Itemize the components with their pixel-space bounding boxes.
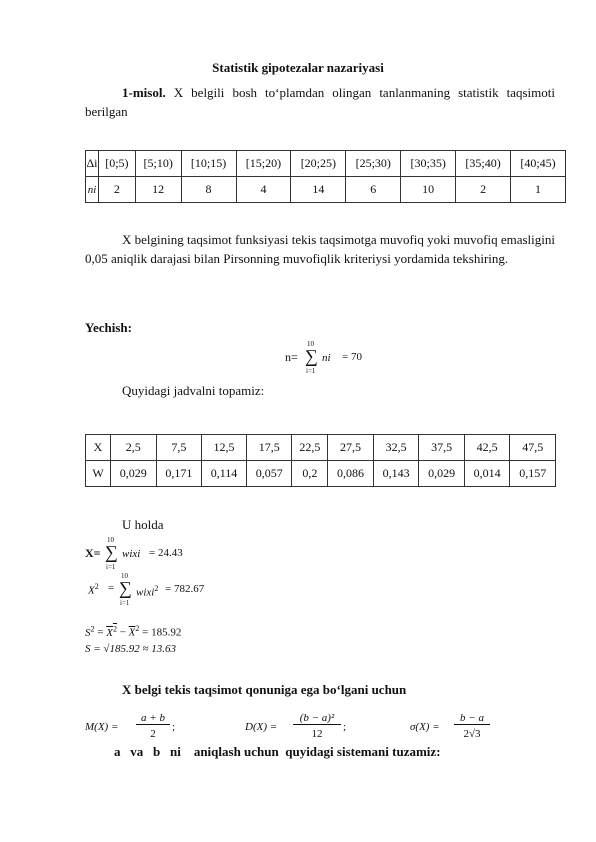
table-cell: 14 <box>291 177 346 203</box>
table-cell: 0,143 <box>373 461 419 487</box>
mean-formula-rhs: = 24.43 <box>149 547 183 559</box>
table-cell: [25;30) <box>346 151 401 177</box>
variance-uniform-lhs: D(X) = <box>245 721 278 733</box>
table-cell: 17,5 <box>246 435 292 461</box>
table-cell: 4 <box>236 177 291 203</box>
intro-text: X belgili bosh to‘plamdan olingan tanlanmaning statistik taqsimoti berilgan <box>85 85 555 119</box>
table-cell: [30;35) <box>401 151 456 177</box>
table-cell: 1 <box>511 177 566 203</box>
task-paragraph <box>85 230 555 268</box>
table-cell: 7,5 <box>156 435 202 461</box>
table-cell: 32,5 <box>373 435 419 461</box>
mean-uniform-tail: ; <box>172 721 176 733</box>
table-row <box>86 151 566 177</box>
mean-formula-term: wixi <box>122 548 141 560</box>
square-formula-lhs: X <box>88 584 95 597</box>
table-cell: 42,5 <box>464 435 510 461</box>
row-header: Δi <box>86 151 99 177</box>
sigma-uniform-den: 2√3 <box>463 728 481 740</box>
n-formula-rhs: = 70 <box>342 351 362 363</box>
variance-uniform-formula <box>245 710 385 746</box>
sigma-icon: ∑ <box>105 542 118 562</box>
table-cell: 0,171 <box>156 461 202 487</box>
solution-label: Yechish: <box>85 320 132 335</box>
table-cell: 0,2 <box>292 461 328 487</box>
table-cell: 12 <box>135 177 181 203</box>
table-cell: 0,086 <box>328 461 374 487</box>
row-header: ni <box>86 177 99 203</box>
table-cell: [0;5) <box>99 151 136 177</box>
row-header: X <box>86 435 111 461</box>
table-cell: [35;40) <box>456 151 511 177</box>
table-cell: 27,5 <box>328 435 374 461</box>
mean-uniform-den: 2 <box>150 728 156 740</box>
table-cell: [20;25) <box>291 151 346 177</box>
table-cell: 8 <box>181 177 236 203</box>
page-title: Statistik gipotezalar nazariyasi <box>212 60 384 75</box>
variance-uniform-tail: ; <box>343 721 347 733</box>
n-formula <box>285 338 405 374</box>
table-cell: [5;10) <box>135 151 181 177</box>
square-formula-upper: 10 <box>121 572 128 580</box>
frequency-table <box>85 150 566 203</box>
table-cell: [40;45) <box>511 151 566 177</box>
table-cell: 37,5 <box>419 435 465 461</box>
then-text: U holda <box>122 517 164 532</box>
variance-formula-text: = 185.92 <box>142 626 182 639</box>
table-cell: [15;20) <box>236 151 291 177</box>
n-formula-lower: i=1 <box>306 367 316 375</box>
row-header: W <box>86 461 111 487</box>
table-cell: 0,014 <box>464 461 510 487</box>
n-formula-upper: 10 <box>307 340 314 348</box>
table-cell: [10;15) <box>181 151 236 177</box>
table-cell: 2 <box>99 177 136 203</box>
sigma-icon: ∑ <box>119 578 132 598</box>
table-cell: 0,157 <box>510 461 556 487</box>
table-cell: 0,057 <box>246 461 292 487</box>
variance-formula: $S^2 = X^2 - \overline{X}^2 = 185.92$ <box>85 624 182 639</box>
distribution-table <box>85 434 556 487</box>
square-formula: $X^2$ = 10 ∑ i=1 wixi$^2$ = 782.67 <box>88 572 205 607</box>
mean-uniform-formula <box>85 710 215 746</box>
table-cell: 6 <box>346 177 401 203</box>
mean-formula-upper: 10 <box>107 536 114 544</box>
example-label: 1-misol. <box>122 85 166 100</box>
task-text: X belgining taqsimot funksiyasi tekis taqsimotga muvofiq yoki muvofiq emasligini 0,05 aniqlik darajasi bilan Pirsonning muvofiqlik kriteriysi yordamida tekshiring. <box>85 232 555 266</box>
final-line: a va b ni aniqlash uchun quyidagi sistemani tuzamiz: <box>114 744 441 759</box>
sigma-icon: ∑ <box>305 346 318 366</box>
square-formula-lower: i=1 <box>120 599 130 607</box>
mean-formula-lhs: X= <box>85 546 101 560</box>
table-cell: 10 <box>401 177 456 203</box>
mean-uniform-lhs: M(X) = <box>85 721 119 733</box>
table-cell: 12,5 <box>202 435 247 461</box>
sd-formula: S = √185.92 ≈ 13.63 <box>85 643 176 655</box>
intro-paragraph <box>85 83 555 121</box>
variance-uniform-den: 12 <box>311 728 323 740</box>
table-cell: 0,114 <box>202 461 247 487</box>
sigma-uniform-num: b − a <box>454 712 490 725</box>
sigma-uniform-formula <box>410 710 530 746</box>
table-cell: 47,5 <box>510 435 556 461</box>
square-formula-term: wixi <box>136 586 155 599</box>
table-intro: Quyidagi jadvalni topamiz: <box>122 383 265 398</box>
square-formula-rhs: = 782.67 <box>165 583 205 595</box>
table-cell: 0,029 <box>111 461 157 487</box>
table-row <box>86 435 556 461</box>
table-row <box>86 461 556 487</box>
table-cell: 2,5 <box>111 435 157 461</box>
variance-uniform-num: (b − a)² <box>293 712 341 725</box>
table-row <box>86 177 566 203</box>
mean-formula <box>85 534 225 570</box>
sigma-uniform-lhs: σ(X) = <box>410 721 440 733</box>
n-formula-lhs: n= <box>285 350 298 364</box>
mean-formula-lower: i=1 <box>106 563 116 571</box>
table-cell: 22,5 <box>292 435 328 461</box>
uniform-heading: X belgi tekis taqsimot qonuniga ega bo‘lgani uchun <box>122 682 407 697</box>
table-cell: 0,029 <box>419 461 465 487</box>
n-formula-term: ni <box>322 352 331 364</box>
table-cell: 2 <box>456 177 511 203</box>
mean-uniform-num: a + b <box>136 712 170 725</box>
